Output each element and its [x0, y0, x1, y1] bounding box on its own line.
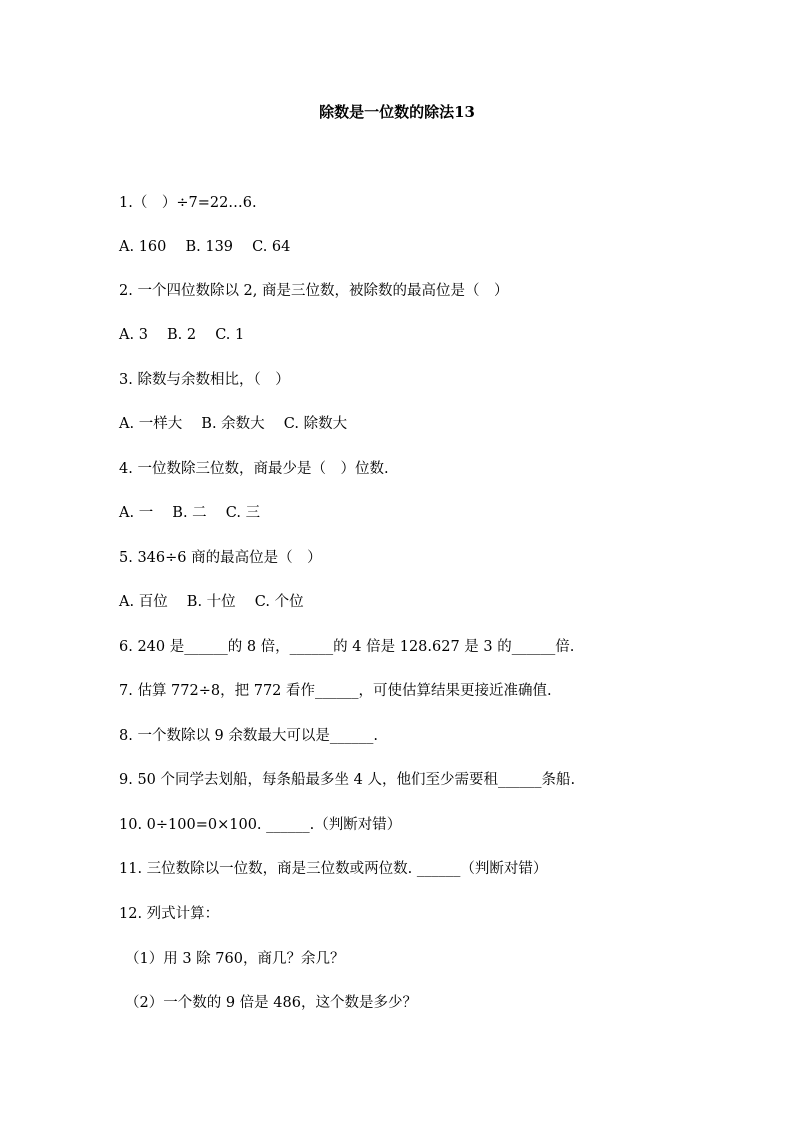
question-12-part-2: （2）一个数的 9 倍是 486，这个数是多少？ — [125, 995, 417, 1011]
question-3: 3. 除数与余数相比，（ ） — [119, 372, 290, 388]
question-6: 6. 240 是______的 8 倍，______的 4 倍是 128.627 是 3 的______倍. — [119, 639, 575, 655]
question-12-part-1: （1）用 3 除 760，商几？余几？ — [125, 951, 345, 967]
question-3-options: A. 一样大 B. 余数大 C. 除数大 — [119, 416, 348, 432]
question-8: 8. 一个数除以 9 余数最大可以是______. — [119, 728, 378, 744]
question-1: 1.（ ）÷7=22…6. — [119, 195, 257, 211]
question-1-options: A. 160 B. 139 C. 64 — [119, 239, 291, 255]
question-5-options: A. 百位 B. 十位 C. 个位 — [119, 594, 304, 610]
question-7: 7. 估算 772÷8，把 772 看作______，可使估算结果更接近准确值. — [119, 683, 552, 699]
question-11: 11. 三位数除以一位数，商是三位数或两位数. ______（判断对错） — [119, 861, 548, 877]
question-2-options: A. 3 B. 2 C. 1 — [119, 327, 245, 343]
question-2: 2. 一个四位数除以 2, 商是三位数，被除数的最高位是（ ） — [119, 283, 509, 299]
question-4-options: A. 一 B. 二 C. 三 — [119, 505, 261, 521]
question-12: 12. 列式计算： — [119, 906, 220, 922]
question-4: 4. 一位数除三位数，商最少是（ ）位数. — [119, 461, 389, 477]
question-9: 9. 50 个同学去划船，每条船最多坐 4 人，他们至少需要租______条船. — [119, 772, 576, 788]
question-10: 10. 0÷100=0×100. ______.（判断对错） — [119, 817, 402, 833]
question-5: 5. 346÷6 商的最高位是（ ） — [119, 550, 322, 566]
page-title: 除数是一位数的除法13 — [319, 103, 475, 121]
